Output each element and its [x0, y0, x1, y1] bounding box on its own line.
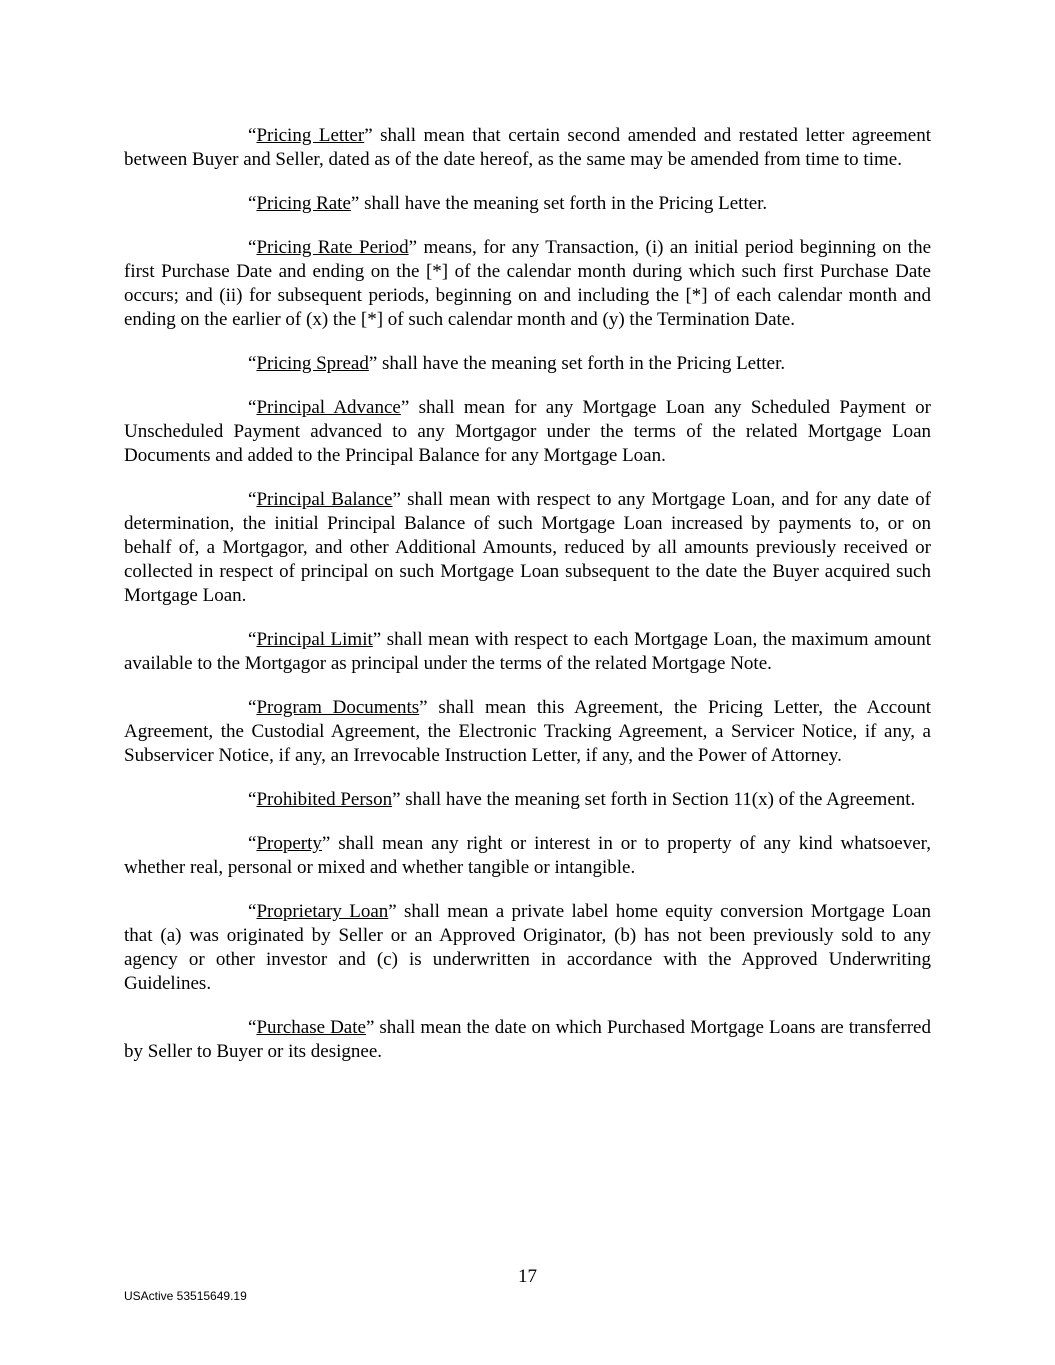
defined-term: Principal Advance — [256, 397, 401, 418]
defined-term: Pricing Letter — [256, 125, 365, 146]
defined-term: Proprietary Loan — [256, 901, 389, 922]
definition-text: ” shall mean a private label home equity conversion Mortgage Loan that (a) was originated by Seller or an Approved Originator, (b) has not been previously sold to any agency or other investor and (c) is underwritten in accordance with the Approved Underwriting Guidelines. — [124, 901, 932, 994]
definition-text: ” shall have the meaning set forth in Section 11(x) of the Agreement. — [392, 789, 916, 810]
definition-program-documents: “Program Documents” shall mean this Agreement, the Pricing Letter, the Account Agreement, the Custodial Agreement, the Electronic Tracking Agreement, a Servicer Notice, if any, a Subservicer Notice, if any, an Irrevocable Instruction Letter, if any, and the Power of Attorney. — [124, 697, 931, 766]
definition-text: ” shall mean with respect to each Mortgage Loan, the maximum amount available to the Mortgagor as principal under the terms of the related Mortgage Note. — [124, 629, 931, 674]
defined-term: Pricing Spread — [256, 353, 369, 374]
definition-proprietary-loan: “Proprietary Loan” shall mean a private label home equity conversion Mortgage Loan that (a) was originated by Seller or an Approved Originator, (b) has not been previously sold to any agency or other investor and (c) is underwritten in accordance with the Approved Underwriting Guidelines. — [124, 901, 932, 994]
definition-purchase-date: “Purchase Date” shall mean the date on which Purchased Mortgage Loans are transferred by Seller to Buyer or its designee. — [124, 1017, 931, 1062]
defined-term: Property — [256, 833, 322, 854]
definition-principal-advance: “Principal Advance” shall mean for any Mortgage Loan any Scheduled Payment or Unscheduled Payment advanced to any Mortgagor under the terms of the related Mortgage Loan Documents and added to the Principal Balance for any Mortgage Loan. — [124, 397, 931, 466]
definition-principal-limit: “Principal Limit” shall mean with respect to each Mortgage Loan, the maximum amount available to the Mortgagor as principal under the terms of the related Mortgage Note. — [124, 629, 931, 674]
definition-text: ” shall mean with respect to any Mortgage Loan, and for any date of determination, the initial Principal Balance of such Mortgage Loan increased by payments to, or on behalf of, a Mortgagor, and other Additional Amounts, reduced by all amounts previously received or collected in respect of principal on such Mortgage Loan subsequent to the date the Buyer acquired such Mortgage Loan. — [124, 489, 932, 606]
definition-property: “Property” shall mean any right or interest in or to property of any kind whatsoever, whether real, personal or mixed and whether tangible or intangible. — [124, 833, 931, 878]
definition-pricing-letter: “Pricing Letter” shall mean that certain second amended and restated letter agreement between Buyer and Seller, dated as of the date hereof, as the same may be amended from time to time. — [124, 125, 931, 170]
definition-text: ” shall mean any right or interest in or to property of any kind whatsoever, whether real, personal or mixed and whether tangible or intangible. — [124, 833, 931, 878]
document-body — [124, 124, 931, 1084]
definition-text: ” shall mean for any Mortgage Loan any Scheduled Payment or Unscheduled Payment advanced to any Mortgagor under the terms of the related Mortgage Loan Documents and added to the Principal Balance for any Mortgage Loan. — [124, 397, 931, 466]
defined-term: Program Documents — [256, 697, 420, 718]
definition-text: ” shall mean this Agreement, the Pricing Letter, the Account Agreement, the Custodial Agreement, the Electronic Tracking Agreement, a Servicer Notice, if any, a Subservicer Notice, if any, an Irrevocable Instruction Letter, if any, and the Power of Attorney. — [124, 697, 931, 766]
definition-text: ” shall have the meaning set forth in the Pricing Letter. — [368, 353, 786, 374]
defined-term: Purchase Date — [256, 1017, 366, 1038]
defined-term: Pricing Rate Period — [256, 237, 409, 258]
definition-pricing-rate-period: “Pricing Rate Period” means, for any Transaction, (i) an initial period beginning on the first Purchase Date and ending on the [*] of the calendar month during which such first Purchase Date occurs; and (ii) for subsequent periods, beginning on and including the [*] of each calendar month and ending on the earlier of (x) the [*] of such calendar month and (y) the Termination Date. — [124, 237, 931, 330]
definition-text: ” means, for any Transaction, (i) an initial period beginning on the first Purchase Date and ending on the [*] of the calendar month during which such first Purchase Date occurs; and (ii) for subsequent periods, beginning on and including the [*] of each calendar month and ending on the earlier of (x) the [*] of such calendar month and (y) the Termination Date. — [124, 237, 931, 330]
document-id: USActive 53515649.19 — [124, 1289, 247, 1303]
page-number: 17 — [518, 1266, 537, 1287]
definition-pricing-spread: “Pricing Spread” shall have the meaning set forth in the Pricing Letter. — [248, 353, 786, 374]
definition-pricing-rate: “Pricing Rate” shall have the meaning set forth in the Pricing Letter. — [248, 193, 768, 214]
defined-term: Prohibited Person — [256, 789, 393, 810]
defined-term: Pricing Rate — [256, 193, 351, 214]
definition-text: ” shall mean that certain second amended and restated letter agreement between Buyer and Seller, dated as of the date hereof, as the same may be amended from time to time. — [124, 125, 931, 170]
defined-term: Principal Balance — [256, 489, 393, 510]
definition-principal-balance: “Principal Balance” shall mean with respect to any Mortgage Loan, and for any date of determination, the initial Principal Balance of such Mortgage Loan increased by payments to, or on behalf of, a Mortgagor, and other Additional Amounts, reduced by all amounts previously received or collected in respect of principal on such Mortgage Loan subsequent to the date the Buyer acquired such Mortgage Loan. — [124, 489, 932, 606]
defined-term: Principal Limit — [256, 629, 373, 650]
definition-text: ” shall have the meaning set forth in the Pricing Letter. — [350, 193, 768, 214]
definition-prohibited-person: “Prohibited Person” shall have the meaning set forth in Section 11(x) of the Agreement. — [248, 789, 916, 810]
definition-text: ” shall mean the date on which Purchased Mortgage Loans are transferred by Seller to Buyer or its designee. — [124, 1017, 931, 1062]
